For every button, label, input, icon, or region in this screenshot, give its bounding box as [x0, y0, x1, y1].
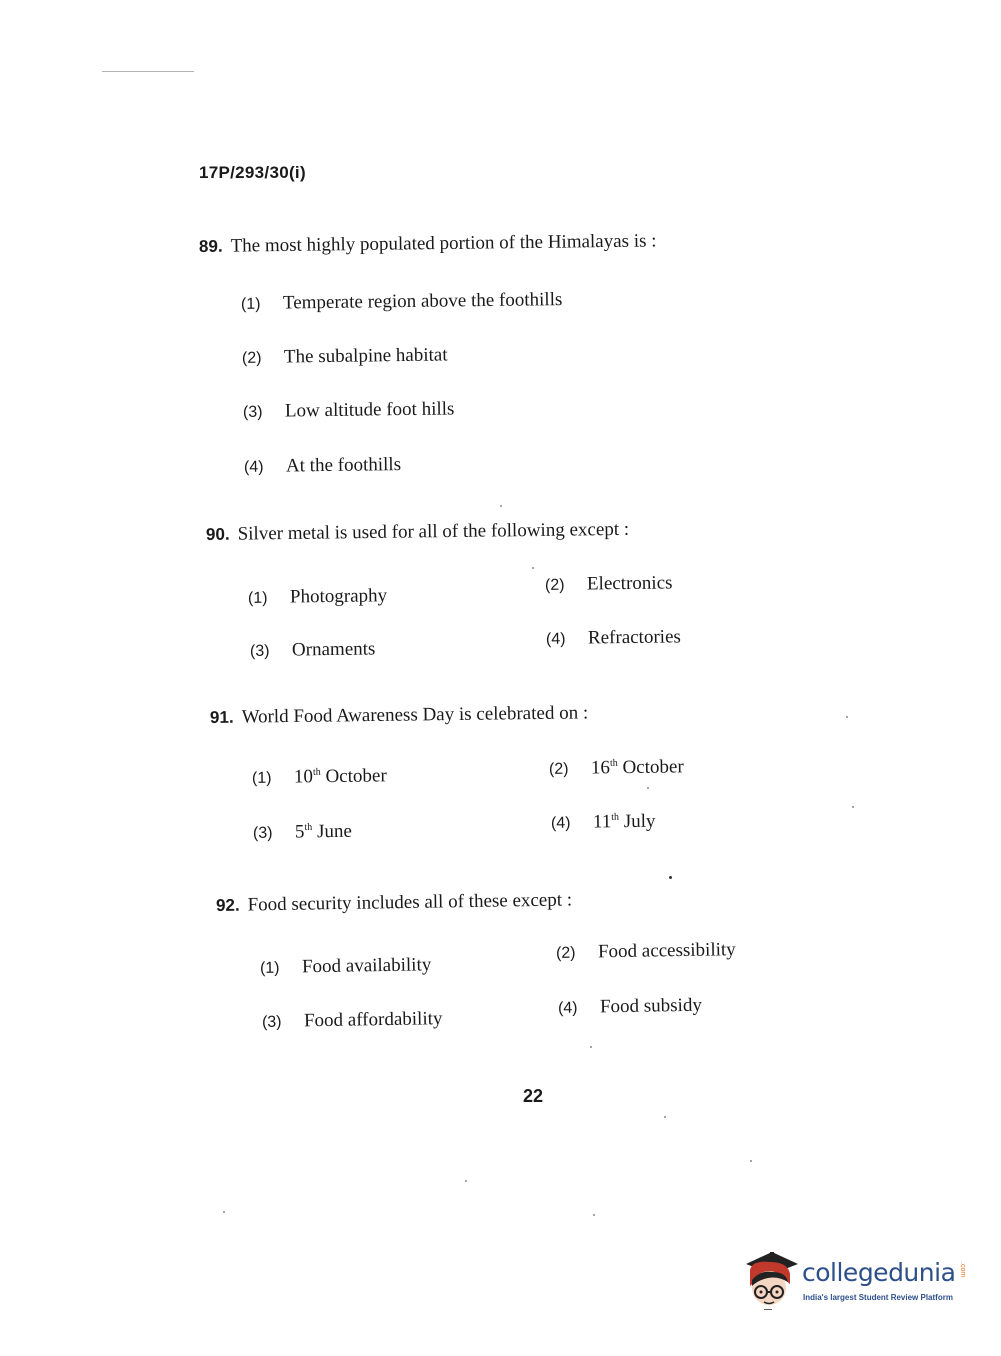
- option-number: (3): [261, 1013, 282, 1031]
- question-89: [199, 230, 657, 258]
- option-day: 10: [293, 766, 314, 788]
- page-number: 22: [523, 1086, 544, 1106]
- option-month: July: [623, 810, 656, 833]
- option-90-3: [250, 638, 376, 662]
- mascot-logo-icon: [742, 1250, 800, 1310]
- option-number: (1): [247, 589, 268, 607]
- option-number: (4): [243, 458, 264, 476]
- option-92-4: [558, 995, 702, 1019]
- option-90-1: [248, 585, 387, 609]
- paper-code: 17P/293/30(i): [199, 163, 306, 182]
- option-91-3: [253, 821, 352, 844]
- logo-wordmark: collegedunia: [802, 1258, 956, 1287]
- question-number: 90.: [205, 524, 230, 544]
- option-text: Photography: [289, 585, 388, 608]
- option-91-4: [551, 811, 656, 834]
- option-ordinal: th: [609, 757, 618, 769]
- option-92-2: [556, 939, 736, 964]
- option-92-3: [262, 1008, 443, 1033]
- question-text: The most highly populated portion of the Himalayas is :: [230, 230, 657, 257]
- scan-speck: [532, 567, 534, 569]
- option-89-1: [241, 289, 563, 315]
- option-number: (1): [251, 769, 272, 787]
- question-92: [216, 889, 572, 917]
- option-number: (2): [548, 760, 569, 778]
- option-number: (2): [555, 944, 576, 962]
- option-month: June: [316, 820, 352, 843]
- scan-speck: [500, 505, 502, 507]
- option-day: 5: [294, 821, 305, 843]
- option-text: The subalpine habitat: [283, 344, 448, 368]
- option-number: (4): [545, 630, 566, 648]
- option-number: (4): [550, 814, 571, 832]
- question-text: Silver metal is used for all of the following except :: [237, 518, 630, 545]
- option-ordinal: th: [304, 821, 313, 834]
- option-number: (1): [259, 959, 280, 977]
- option-text: Food subsidy: [599, 994, 703, 1018]
- top-rule: [102, 71, 194, 72]
- option-day: 11: [592, 811, 612, 833]
- option-number: (3): [242, 403, 263, 421]
- option-91-2: [549, 756, 684, 780]
- scan-speck: [750, 1160, 752, 1162]
- option-number: (2): [241, 349, 262, 367]
- question-number: 91.: [209, 707, 234, 727]
- option-month: October: [622, 756, 684, 779]
- option-text: Food accessibility: [597, 939, 736, 963]
- option-text: Temperate region above the foothills: [282, 289, 563, 314]
- option-number: (4): [557, 999, 578, 1017]
- scan-speck: [664, 1116, 666, 1118]
- scan-speck: [590, 1046, 592, 1048]
- option-ordinal: th: [611, 811, 620, 823]
- option-text: Refractories: [587, 626, 681, 649]
- question-number: 92.: [215, 895, 240, 915]
- option-89-4: [244, 454, 401, 478]
- option-number: (3): [249, 642, 270, 660]
- question-number: 89.: [198, 236, 223, 256]
- scan-speck: [465, 1180, 467, 1182]
- option-month: October: [325, 765, 387, 788]
- option-89-2: [242, 344, 448, 369]
- option-text: Food availability: [301, 954, 432, 978]
- option-91-1: [252, 765, 387, 789]
- option-text: Ornaments: [291, 638, 376, 661]
- option-89-3: [243, 398, 455, 423]
- collegedunia-logo: [742, 1250, 970, 1314]
- scan-speck: [647, 787, 649, 789]
- scan-speck: [669, 876, 672, 879]
- option-ordinal: th: [312, 766, 321, 778]
- question-text: World Food Awareness Day is celebrated on :: [241, 702, 589, 728]
- option-text: Low altitude foot hills: [284, 398, 455, 422]
- logo-dotcom: .com: [959, 1262, 966, 1278]
- option-day: 16: [590, 757, 611, 779]
- option-90-4: [546, 626, 681, 650]
- option-text: Electronics: [586, 572, 673, 595]
- scan-speck: [223, 1211, 225, 1213]
- option-text: Food affordability: [303, 1008, 443, 1032]
- scan-speck: [593, 1214, 595, 1216]
- scan-speck: [846, 716, 848, 718]
- option-number: (2): [544, 576, 565, 594]
- option-text: At the foothills: [285, 454, 402, 477]
- scan-speck: [852, 806, 854, 808]
- option-90-2: [545, 572, 673, 596]
- option-number: (3): [252, 824, 273, 842]
- option-92-1: [260, 954, 432, 979]
- option-number: (1): [240, 295, 261, 313]
- question-90: [206, 519, 629, 546]
- question-text: Food security includes all of these except :: [247, 889, 573, 916]
- logo-tagline: India's largest Student Review Platform: [803, 1293, 953, 1302]
- question-91: [210, 702, 588, 729]
